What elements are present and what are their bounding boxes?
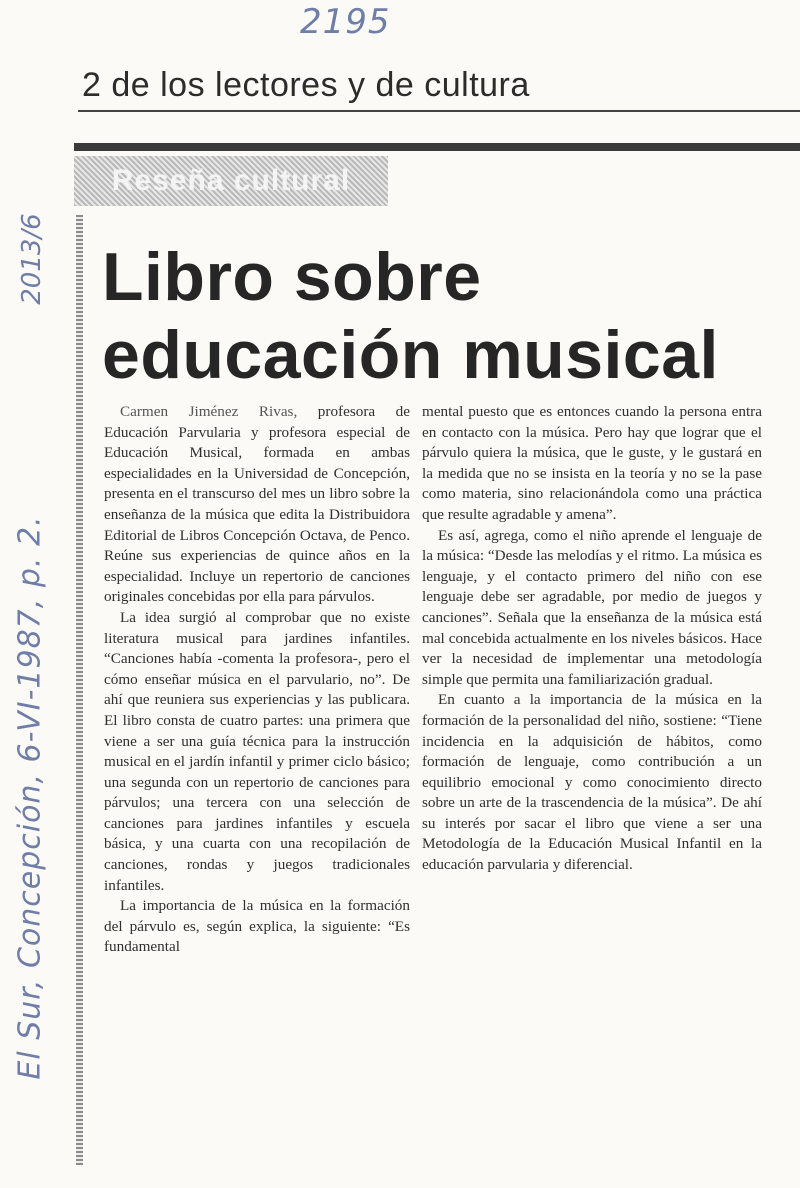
paragraph: En cuanto a la importancia de la música en la formación de la personalidad del niño, sostiene: “Tiene incidencia en la adquisición de hábitos, como formación de lenguaje, como contribución a un equilibrio emocional y como conocimiento directo sobre un arte de la trascendencia de la música”. De ahí su interés por sacar el libro que viene a ser una Metodología de la Educación Musical Infantil en la educación parvularia y diferencial. [422,691,762,874]
paragraph-text: profesora de Educación Parvularia y profesora especial de Educación Musical, formada en ambas especialidades en la Universidad de Concepción, presenta en el transcurso del mes un libro sobre la enseñanza de la música que edita la Distribuidora Editorial de Libros Concepción Octava, de Penco. Reúne sus experiencias de quince años en la especialidad. Incluye un repertorio de canciones originales concebidas por ella para párvulos. [104,403,411,606]
author-name: Carmen Jiménez Rivas, [120,403,298,420]
column-border [76,215,83,1165]
paragraph: La importancia de la música en la formación del párvulo es, según explica, la siguiente: “Es fundamental [104,897,410,956]
paragraph: La idea surgió al comprobar que no existe literatura musical para jardines infantiles. “Canciones había -comenta la profesora-, pero el cómo enseñar música en el parvulario, no”. De ahí que reuniera sus experiencias y las publicara. El libro consta de cuatro partes: una primera que viene a ser una guía técnica para la instrucción musical en el jardín infantil y primer ciclo básico; una segunda con un repertorio de canciones para párvulos; una tercera con una selección de canciones para jardines infantiles y escuela básica, y una cuarta con una recopilación de canciones, rondas y juegos tradicionales infantiles. [104,608,410,894]
section-header: 2 de los lectores y de cultura [82,66,530,104]
article-column-right [422,402,762,876]
handwritten-archive-number: 2195 [300,2,391,42]
handwritten-catalog-code: 2013/6 [17,213,47,305]
kicker-label: Reseña cultural [74,156,388,206]
handwritten-source-note: El Sur, Concepción, 6-VI-1987, p. 2. [12,515,48,1080]
headline-line-2: educación musical [102,317,719,393]
article-column-left [104,402,410,958]
header-divider [78,110,800,112]
headline-line-1: Libro sobre [102,239,482,315]
paragraph: mental puesto que es entonces cuando la persona entra en contacto con la música. Pero hay que lograr que el párvulo quiera la música, que le guste, y le gustará en la medida que no se insista en la teoría y no se la pase como materia, sino relacionándola como una práctica que resulte agradable y amena”. [422,403,762,523]
article-headline [102,238,792,394]
paragraph [104,402,410,608]
paragraph: Es así, agrega, como el niño aprende el lenguaje de la música: “Desde las melodías y el ritmo. La música es lenguaje, y el contacto primero del niño con ese lenguaje debe ser agradable, por medio de juegos y canciones”. Señala que la enseñanza de la música está mal concebida actualmente en los niveles básicos. Hace ver la necesidad de implementar una metodología simple que permita una familiarización gradual. [422,526,762,688]
section-bar [74,143,800,151]
